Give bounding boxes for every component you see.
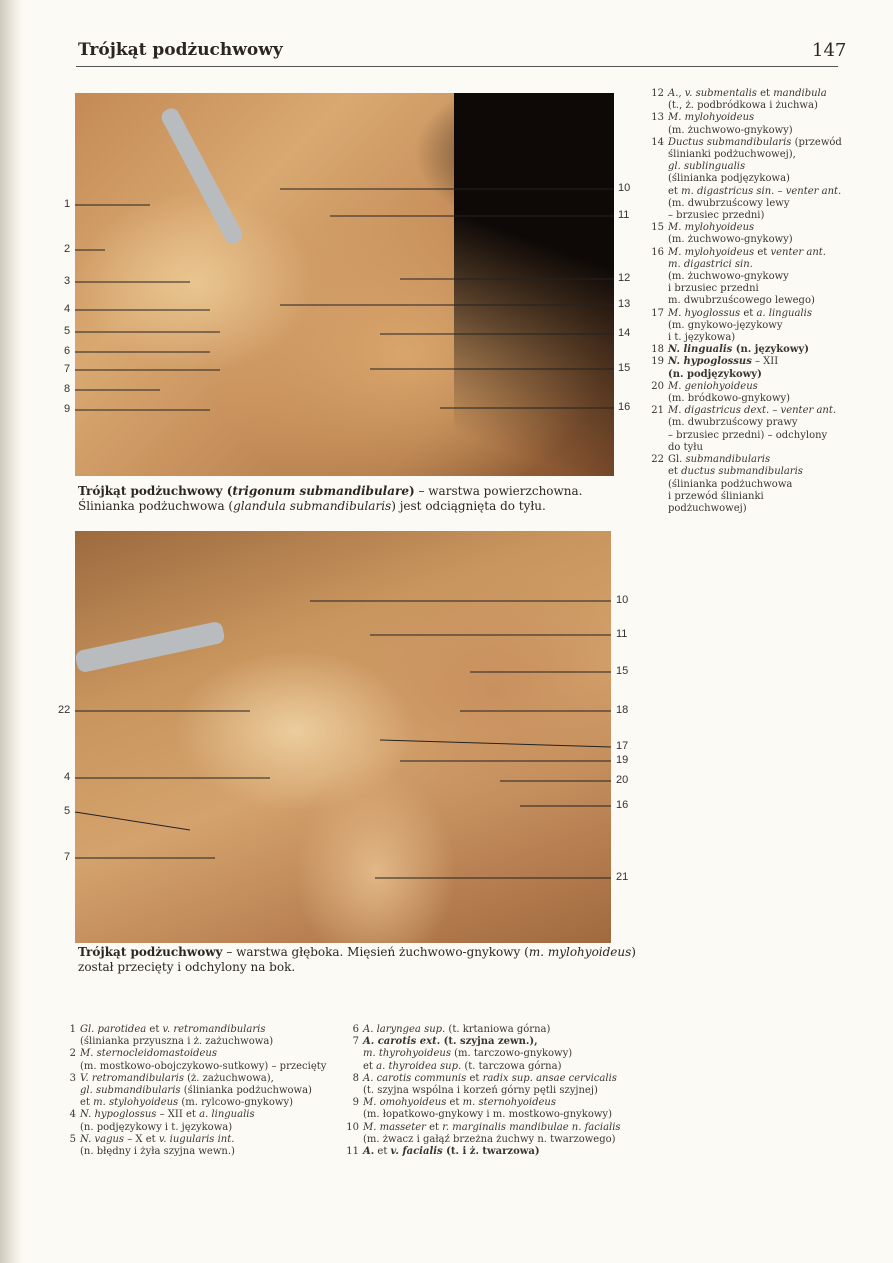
text-span: – brzusiec przedni) – odchylony [668, 429, 828, 441]
text-span: (n. językowy) [732, 344, 809, 356]
figure-label: 11 [616, 628, 628, 640]
figure-label: 16 [618, 401, 631, 413]
figure-label: 5 [64, 805, 71, 817]
legend-number: 11 [346, 1146, 359, 1158]
text-line [668, 88, 890, 100]
legend-number: 13 [651, 112, 664, 124]
dissection-photo-deep [75, 531, 611, 943]
legend-entry [62, 1048, 352, 1072]
text-span: Gl. parotidea [80, 1024, 147, 1035]
text-line [668, 381, 890, 393]
text-span: ductus submandibularis [681, 466, 803, 478]
legend-entry [650, 222, 890, 246]
text-line [668, 430, 890, 442]
text-line [80, 1061, 352, 1073]
text-line [363, 1024, 645, 1036]
text-span: został przecięty i odchylony na bok. [78, 960, 296, 974]
text-line [668, 125, 890, 137]
legend-entry [650, 137, 890, 222]
text-span: a. thyroidea sup. [376, 1060, 462, 1072]
text-span: (t. i ż. twarzowa) [442, 1146, 540, 1158]
text-span: (m. żuchwowo-gnykowy) [668, 124, 793, 136]
legend-entry [650, 112, 890, 136]
text-line [668, 173, 890, 185]
text-span: (t. tarczowa górna) [461, 1060, 562, 1072]
figure-label: 15 [618, 362, 631, 374]
text-span: (m. żuchwowo-gnykowy) [668, 234, 793, 246]
text-span: (m. żuchwowo-gnykowy [668, 271, 789, 283]
text-span: A. laryngea sup. [363, 1024, 446, 1035]
text-span: m. dwubrzuścowego lewego) [668, 295, 815, 307]
legend-number: 4 [69, 1109, 76, 1121]
text-line [363, 1085, 645, 1097]
text-line [668, 454, 890, 466]
text-span: (m. rylcowo-gnykowy) [178, 1097, 293, 1109]
text-span: gl. sublingualis [668, 161, 746, 173]
text-span: (ślinianka podżuchwowa [668, 478, 793, 490]
text-span: (m. dwubrzuścowy prawy [668, 417, 798, 429]
text-span: A. [363, 1146, 375, 1158]
text-line [363, 1122, 645, 1134]
text-line [668, 369, 890, 381]
text-span: M. mylohyoideus [668, 246, 755, 258]
text-span: A., v. submentalis [668, 88, 757, 99]
text-span: ) jest odciągnięta do tyłu. [391, 499, 546, 513]
figure-label: 4 [64, 303, 71, 315]
text-span: et [668, 185, 682, 197]
legend-bottom-right [345, 1024, 645, 1158]
text-span: mandibula [773, 88, 827, 99]
text-span: N. vagus [80, 1133, 125, 1145]
figure-label: 11 [618, 209, 630, 221]
text-span: m. thyrohyoideus [363, 1048, 451, 1060]
legend-entry [62, 1109, 352, 1133]
text-line [78, 484, 583, 499]
figure-label: 10 [616, 594, 629, 606]
legend-number: 2 [69, 1048, 76, 1060]
text-line [80, 1134, 352, 1146]
dissection-photo-superficial [75, 93, 614, 476]
text-line [363, 1134, 645, 1146]
text-span: – XII et [156, 1109, 200, 1121]
legend-entry [62, 1024, 352, 1048]
text-span: – X et [124, 1133, 159, 1145]
text-line [363, 1048, 645, 1060]
text-line [668, 259, 890, 271]
text-line [668, 320, 890, 332]
text-span: M. sternocleidomastoideus [80, 1048, 217, 1060]
text-span: (m. bródkowo-gnykowy) [668, 393, 791, 405]
legend-number: 20 [651, 380, 664, 392]
text-span: ) [631, 945, 636, 959]
header-rule [76, 66, 838, 67]
legend-number: 5 [69, 1133, 76, 1145]
text-line [668, 137, 890, 149]
figure2-caption [78, 945, 636, 975]
legend-number: 17 [651, 307, 664, 319]
text-span: M. omohyoideus [363, 1097, 447, 1109]
text-line [363, 1073, 645, 1085]
retractor-hook [75, 621, 226, 674]
figure-label: 2 [64, 243, 71, 255]
photo-background [454, 93, 614, 476]
text-span: (m. gnykowo-językowy [668, 319, 783, 331]
text-span: (n. błędny i żyła szyjna wewn.) [80, 1146, 235, 1158]
text-line [80, 1036, 352, 1048]
text-line [78, 945, 636, 960]
text-line [668, 198, 890, 210]
legend-number: 21 [651, 405, 664, 417]
text-line [668, 503, 890, 515]
text-span: et [466, 1072, 483, 1084]
figure-label: 1 [64, 198, 71, 210]
text-span: – XII [751, 356, 779, 368]
text-span: Trójkąt podżuchwowy ( [78, 484, 233, 498]
text-span: (n. podjęzykowy i t. językowa) [80, 1121, 233, 1133]
text-span: – brzusiec przedni) [668, 210, 765, 222]
figure-label: 21 [616, 871, 629, 883]
retractor-hook [159, 106, 245, 247]
figure-label: 10 [618, 182, 631, 194]
text-span: A. carotis communis [363, 1072, 467, 1084]
text-span: N. hypoglossus [668, 356, 752, 368]
text-span: M. masseter [363, 1121, 426, 1133]
text-line [668, 100, 890, 112]
text-span: v. iugularis int. [158, 1133, 235, 1145]
figure-label: 6 [64, 345, 71, 357]
text-span: (ślinianka przyuszna i ż. zażuchwowa) [80, 1036, 274, 1048]
text-span: M. mylohyoideus [668, 222, 755, 234]
legend-entry [345, 1146, 645, 1158]
legend-entry [62, 1073, 352, 1110]
text-span: i brzusiec przedni [668, 283, 759, 295]
text-span: trigonum submandibulare [232, 484, 409, 498]
legend-number: 10 [346, 1121, 359, 1133]
text-span: ślinianki podżuchwowej), [668, 149, 796, 161]
text-span: et [146, 1024, 163, 1035]
text-span: v. retromandibularis [162, 1024, 266, 1035]
legend-entry [62, 1134, 352, 1158]
legend-number: 19 [651, 356, 664, 368]
legend-entry [650, 454, 890, 515]
text-line [668, 161, 890, 173]
legend-number: 1 [69, 1024, 76, 1035]
text-span: – warstwa powierzchowna. [414, 484, 583, 498]
figure-label: 20 [616, 774, 629, 786]
text-span: – warstwa głęboka. Mięsień żuchwowo-gnykowy ( [222, 945, 529, 959]
text-span: gl. submandibularis [80, 1085, 181, 1097]
text-line [668, 442, 890, 454]
text-line [363, 1109, 645, 1121]
figure-label: 19 [616, 754, 629, 766]
text-span: a. lingualis [199, 1109, 255, 1121]
text-line [668, 405, 890, 417]
text-line [668, 247, 890, 259]
figure-label: 17 [616, 740, 629, 752]
figure-label: 8 [64, 383, 71, 395]
legend-number: 7 [352, 1036, 359, 1048]
text-span: (t., ż. podbródkowa i żuchwa) [668, 100, 818, 112]
text-span: et [374, 1146, 391, 1158]
text-line [668, 332, 890, 344]
text-span: (ż. zażuchwowa), [183, 1072, 274, 1084]
figure-label: 14 [618, 327, 631, 339]
figure-label: 5 [64, 325, 71, 337]
text-line [80, 1097, 352, 1109]
text-line [80, 1085, 352, 1097]
text-line [80, 1048, 352, 1060]
text-span: (m. dwubrzuścowy lewy [668, 197, 790, 209]
text-span: (t. szyjna wspólna i korzeń górny pętli szyjnej) [363, 1085, 598, 1097]
legend-entry [345, 1036, 645, 1073]
figure-label: 16 [616, 799, 629, 811]
figure-label: 7 [64, 851, 71, 863]
legend-number: 18 [651, 344, 664, 356]
text-line [668, 283, 890, 295]
legend-number: 15 [651, 222, 664, 234]
text-line [80, 1024, 352, 1036]
text-span: m. digastrici sin. [668, 258, 753, 270]
figure-label: 3 [64, 275, 71, 287]
text-span: v. facialis [390, 1146, 443, 1158]
text-span: ) [408, 484, 415, 498]
text-line [668, 344, 890, 356]
page-title: Trójkąt podżuchwowy [78, 40, 283, 60]
legend-entry [650, 344, 890, 356]
figure-label: 22 [58, 704, 71, 716]
text-line [668, 210, 890, 222]
text-line [80, 1122, 352, 1134]
legend-number: 8 [352, 1072, 359, 1084]
text-span: glandula submandibularis [233, 499, 392, 513]
text-span: m. stylohyoideus [93, 1097, 179, 1109]
text-line [668, 417, 890, 429]
legend-right [650, 88, 890, 515]
text-span: A. carotis ext. [363, 1036, 441, 1048]
text-line [668, 491, 890, 503]
text-span: M. digastricus dext. – venter ant. [668, 405, 837, 417]
text-line [668, 466, 890, 478]
figure-label: 7 [64, 363, 71, 375]
text-line [78, 960, 636, 975]
page-number: 147 [812, 40, 847, 61]
text-span: et [754, 246, 771, 258]
legend-number: 12 [651, 88, 664, 99]
legend-entry [650, 356, 890, 380]
text-span: N. hypoglossus [80, 1109, 157, 1121]
text-span: M. hyoglossus [668, 307, 741, 319]
text-span: (m. łopatkowo-gnykowy i m. mostkowo-gnykowy) [363, 1109, 612, 1121]
legend-entry [345, 1097, 645, 1121]
text-span: et [363, 1060, 377, 1072]
text-span: (n. podjęzykowy) [668, 368, 762, 380]
text-span: et [740, 307, 757, 319]
text-span: (t. krtaniowa górna) [445, 1024, 551, 1035]
figure-label: 9 [64, 403, 71, 415]
text-line [668, 271, 890, 283]
text-span: venter ant. [770, 246, 826, 258]
figure-label: 18 [616, 704, 629, 716]
text-line [668, 295, 890, 307]
text-span: submandibularis [685, 454, 771, 466]
text-span: Ślinianka podżuchwowa ( [78, 499, 234, 513]
text-line [80, 1109, 352, 1121]
legend-entry [650, 381, 890, 405]
text-line [668, 356, 890, 368]
text-span: V. retromandibularis [80, 1072, 184, 1084]
text-span: (m. żwacz i gałąź brzeżna żuchwy n. twarzowego) [363, 1133, 616, 1145]
text-span: m. mylohyoideus [528, 945, 632, 959]
figure-label: 15 [616, 665, 629, 677]
text-span: podżuchwowej) [668, 502, 747, 514]
text-span: (m. mostkowo-obojczykowo-sutkowy) – przecięty [80, 1060, 327, 1072]
text-span: (t. szyjna zewn.), [440, 1036, 538, 1048]
legend-entry [650, 405, 890, 454]
text-span: r. marginalis mandibulae n. facialis [442, 1121, 621, 1133]
legend-number: 3 [69, 1072, 76, 1084]
text-span: (ślinianka podjęzykowa) [668, 173, 790, 185]
text-span: do tyłu [668, 441, 703, 453]
text-span: m. sternohyoideus [462, 1097, 556, 1109]
text-line [363, 1146, 645, 1158]
text-line [668, 479, 890, 491]
text-line [363, 1036, 645, 1048]
text-span: Ductus submandibularis [668, 136, 792, 148]
text-span: Trójkąt podżuchwowy [78, 945, 223, 959]
text-line [668, 234, 890, 246]
legend-number: 14 [651, 136, 664, 148]
text-line [80, 1146, 352, 1158]
legend-entry [345, 1122, 645, 1146]
figure-label: 12 [618, 272, 631, 284]
legend-entry [345, 1073, 645, 1097]
legend-bottom-left [62, 1024, 352, 1158]
figure-label: 4 [64, 771, 71, 783]
text-line [78, 499, 583, 514]
legend-number: 22 [651, 454, 664, 466]
text-line [668, 149, 890, 161]
text-line [668, 186, 890, 198]
text-span: Gl. [668, 454, 686, 466]
legend-entry [650, 88, 890, 112]
text-line [80, 1073, 352, 1085]
text-span: m. digastricus sin. – venter ant. [681, 185, 842, 197]
text-span: a. lingualis [756, 307, 812, 319]
text-span: N. lingualis [668, 344, 733, 356]
text-line [668, 112, 890, 124]
text-line [668, 393, 890, 405]
text-span: et [446, 1097, 463, 1109]
text-span: M. mylohyoideus [668, 112, 755, 124]
figure-label: 13 [618, 298, 631, 310]
text-span: et [756, 88, 774, 99]
text-span: M. geniohyoideus [668, 380, 758, 392]
text-span: (przewód [791, 136, 842, 148]
text-span: i przewód ślinianki [668, 490, 764, 502]
figure1-caption [78, 484, 583, 514]
legend-number: 9 [352, 1097, 359, 1109]
legend-entry [345, 1024, 645, 1036]
legend-entry [650, 247, 890, 308]
text-line [668, 308, 890, 320]
book-spine-shadow [0, 0, 22, 1263]
text-span: i t. językowa) [668, 332, 736, 344]
text-span: (ślinianka podżuchwowa) [180, 1085, 312, 1097]
text-span: (m. tarczowo-gnykowy) [450, 1048, 573, 1060]
legend-number: 6 [352, 1024, 359, 1035]
text-line [363, 1097, 645, 1109]
legend-number: 16 [651, 246, 664, 258]
text-span: et [425, 1121, 443, 1133]
legend-entry [650, 308, 890, 345]
text-span: et [668, 466, 682, 478]
text-span: radix sup. ansae cervicalis [482, 1072, 617, 1084]
text-line [668, 222, 890, 234]
text-span: et [80, 1097, 94, 1109]
text-line [363, 1061, 645, 1073]
